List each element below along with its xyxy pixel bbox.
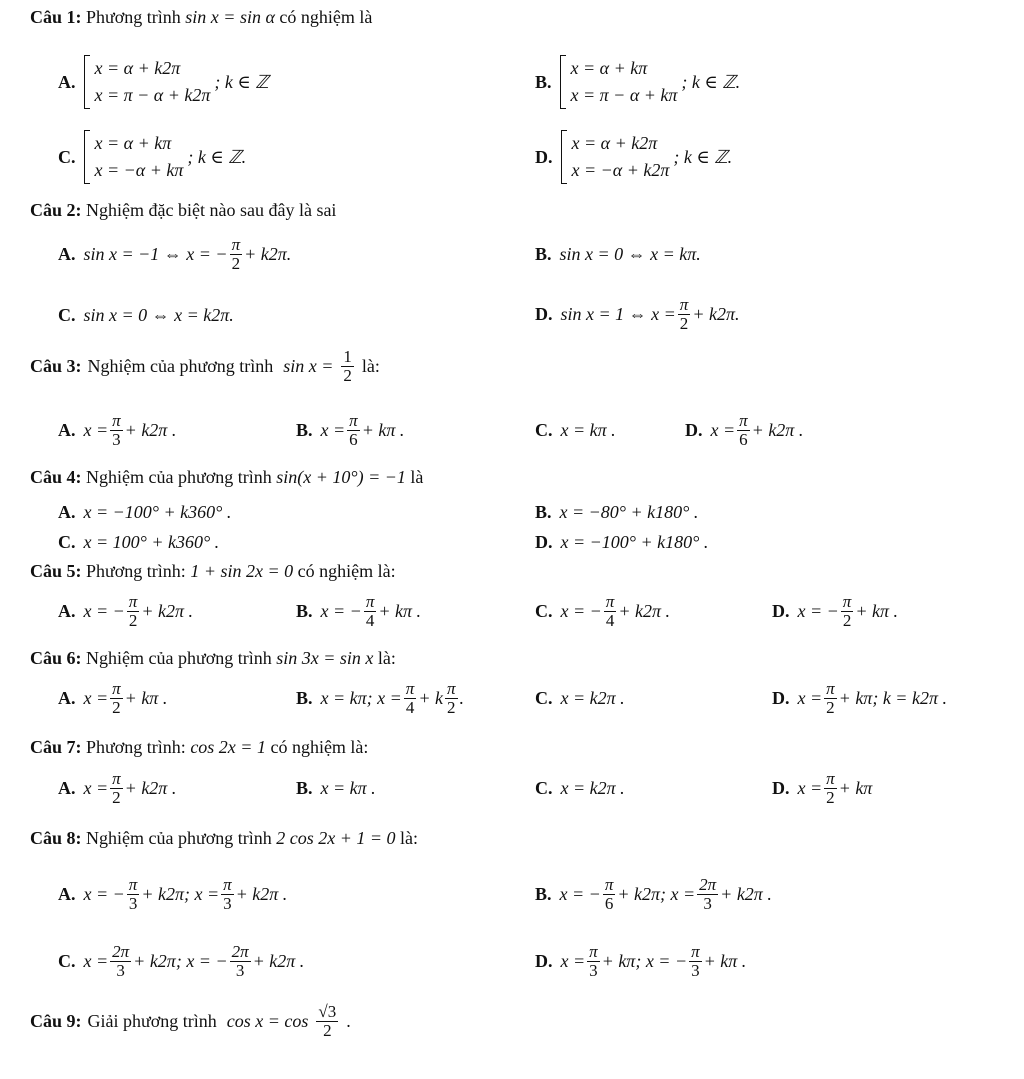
system-line: x = α + kπ (570, 58, 648, 78)
q7-option-b[interactable] (296, 778, 376, 799)
option-text: x = (710, 419, 736, 440)
option-label: D. (772, 777, 790, 798)
question-tail: là: (377, 648, 396, 668)
fraction-numerator: π (112, 679, 121, 698)
fraction-numerator: π (446, 679, 456, 698)
option-text: + kπ; x = − (601, 950, 688, 971)
q7-option-c[interactable] (535, 778, 625, 799)
option-text: + kπ (838, 777, 873, 798)
q8-option-b[interactable] (535, 876, 772, 913)
option-text: x = − (559, 883, 601, 904)
fraction (824, 770, 837, 807)
q2-option-a[interactable] (58, 236, 291, 273)
option-text: x = − (797, 600, 839, 621)
equation-system (560, 55, 678, 109)
fraction-denominator: 3 (128, 893, 138, 913)
option-text: + kπ . (124, 687, 168, 708)
fraction-denominator: 2 (323, 1020, 332, 1040)
fraction-numerator: π (405, 679, 415, 698)
fraction-numerator: √3 (318, 1002, 337, 1021)
option-text: + k2π . (124, 419, 177, 440)
system-line: x = −α + kπ (94, 160, 184, 180)
fraction (221, 876, 234, 913)
fraction (697, 876, 718, 913)
equation-system (84, 130, 184, 184)
option-text: x = −100° + k180° . (560, 532, 709, 552)
equation-system (561, 130, 670, 184)
question-5 (30, 561, 396, 582)
option-text: + kπ; k = k2π . (838, 687, 947, 708)
option-label: A. (58, 502, 76, 522)
fraction-denominator: 2 (826, 787, 835, 807)
fraction-denominator: 3 (116, 960, 125, 980)
fraction-denominator: 4 (405, 697, 415, 717)
option-text: x = kπ . (560, 420, 616, 440)
fraction (110, 680, 123, 717)
option-text: x = (83, 687, 109, 708)
option-label: B. (296, 600, 313, 621)
q6-option-b[interactable] (296, 680, 464, 717)
q6-option-d[interactable] (772, 680, 947, 717)
question-label: Câu 4: (30, 467, 82, 487)
fraction-numerator: π (691, 942, 700, 961)
fraction (824, 680, 837, 717)
option-text: x = (83, 950, 109, 971)
option-label: C. (58, 950, 76, 971)
fraction (587, 943, 600, 980)
question-7 (30, 737, 368, 758)
option-label: D. (535, 303, 553, 324)
q8-option-d[interactable] (535, 943, 746, 980)
option-text: x = (797, 687, 823, 708)
fraction-denominator: 4 (365, 610, 375, 630)
option-label: C. (58, 305, 76, 325)
fraction-denominator: 6 (349, 429, 358, 449)
option-label: A. (58, 419, 76, 440)
question-6 (30, 648, 396, 669)
option-text: + kπ . (378, 600, 421, 621)
q7-option-d[interactable] (772, 770, 872, 807)
fraction-numerator: π (739, 411, 748, 430)
fraction (316, 1003, 338, 1040)
q2-option-b[interactable] (535, 244, 701, 265)
option-text: x = − (83, 883, 125, 904)
question-tail: là (410, 467, 424, 487)
fraction (364, 593, 377, 630)
question-2 (30, 200, 336, 221)
option-text: x = − (83, 600, 125, 621)
q7-option-a[interactable] (58, 770, 176, 807)
option-label: C. (58, 146, 76, 167)
option-label: C. (535, 688, 553, 708)
question-expr: cos 2x = 1 (190, 737, 266, 757)
q3-option-d[interactable] (685, 412, 803, 449)
option-text: . (459, 687, 464, 708)
fraction-numerator: π (231, 235, 241, 254)
q1-option-c[interactable] (58, 130, 246, 184)
question-4 (30, 467, 423, 488)
fraction-numerator: 2π (112, 942, 130, 961)
option-text: x = − (320, 600, 362, 621)
fraction (737, 412, 750, 449)
option-text: + k (418, 687, 443, 708)
option-label: B. (296, 687, 313, 708)
q6-option-c[interactable] (535, 688, 625, 709)
option-text: + k2π; x = (141, 883, 220, 904)
option-text: + k2π . (252, 950, 305, 971)
fraction-numerator: π (223, 875, 232, 894)
fraction-numerator: π (605, 592, 615, 611)
question-text: Phương trình (86, 7, 181, 27)
question-expr: cos x = cos (226, 1010, 309, 1031)
question-tail: . (346, 1010, 351, 1031)
fraction-numerator: π (826, 679, 835, 698)
question-label: Câu 8: (30, 828, 82, 848)
fraction-denominator: 3 (589, 960, 598, 980)
option-text: + k2π. (692, 303, 740, 324)
option-text: sin x = 0 ⇔ x = kπ. (559, 244, 701, 264)
option-text: + kπ . (855, 600, 898, 621)
fraction (445, 680, 458, 717)
option-text: sin x = 0 ⇔ x = k2π. (83, 305, 234, 325)
fraction (347, 412, 360, 449)
question-label: Câu 1: (30, 7, 82, 27)
fraction-numerator: 2π (231, 942, 249, 961)
option-text: x = − (560, 600, 602, 621)
question-text: Nghiệm của phương trình (87, 355, 274, 376)
q5-option-a[interactable] (58, 593, 193, 630)
question-text: Nghiệm của phương trình (86, 467, 272, 487)
option-text: + k2π . (751, 419, 804, 440)
fraction-numerator: π (349, 411, 358, 430)
q2-option-d[interactable] (535, 296, 739, 333)
question-tail: là: (361, 355, 380, 376)
fraction (110, 412, 123, 449)
option-label: D. (535, 950, 553, 971)
option-text: + kπ . (361, 419, 405, 440)
option-label: A. (58, 600, 76, 621)
fraction-denominator: 6 (739, 429, 748, 449)
option-text: + kπ . (703, 950, 747, 971)
question-expr: sin x = sin α (185, 7, 275, 27)
q4-option-c[interactable] (58, 532, 219, 553)
fraction (404, 680, 417, 717)
option-suffix: ; k ∈ ℤ. (187, 146, 247, 167)
system-line: x = α + k2π (94, 58, 181, 78)
fraction (127, 593, 140, 630)
question-expr: sin x = (283, 355, 334, 376)
fraction-denominator: 2 (679, 313, 689, 333)
fraction-denominator: 4 (605, 610, 615, 630)
option-text: x = k2π . (560, 778, 625, 798)
question-expr: sin(x + 10°) = −1 (276, 467, 406, 487)
question-label: Câu 5: (30, 561, 82, 581)
question-1 (30, 7, 372, 28)
option-label: D. (535, 146, 553, 167)
q1-option-a[interactable] (58, 55, 269, 109)
question-9 (30, 1003, 351, 1040)
question-text: Giải phương trình (87, 1010, 217, 1031)
option-label: B. (535, 71, 552, 92)
fraction (604, 593, 617, 630)
fraction-numerator: π (365, 592, 375, 611)
q3-option-c[interactable] (535, 420, 616, 441)
option-text: x = −80° + k180° . (559, 502, 699, 522)
fraction-denominator: 2 (842, 610, 852, 630)
fraction-denominator: 2 (128, 610, 138, 630)
question-label: Câu 7: (30, 737, 82, 757)
question-3 (30, 348, 380, 385)
fraction-numerator: π (589, 942, 598, 961)
q4-option-a[interactable] (58, 502, 231, 523)
option-suffix: ; k ∈ ℤ. (681, 71, 741, 92)
question-text: Nghiệm đặc biệt nào sau đây là sai (86, 200, 337, 220)
option-text: + k2π . (235, 883, 288, 904)
fraction-numerator: π (679, 295, 689, 314)
option-label: C. (535, 778, 553, 798)
option-text: x = (83, 777, 109, 798)
fraction-denominator: 2 (446, 697, 456, 717)
fraction-numerator: π (128, 592, 138, 611)
option-label: C. (535, 600, 553, 621)
fraction (110, 943, 131, 980)
option-text: + k2π. (244, 243, 292, 264)
fraction-numerator: π (604, 875, 614, 894)
system-line: x = −α + k2π (571, 160, 670, 180)
system-line: x = π − α + k2π (94, 85, 211, 105)
option-text: + k2π . (124, 777, 177, 798)
fraction (230, 236, 243, 273)
option-label: C. (58, 532, 76, 552)
option-label: A. (58, 687, 76, 708)
equation-system (84, 55, 211, 109)
q4-option-d[interactable] (535, 532, 708, 553)
question-tail: có nghiệm là: (270, 737, 369, 757)
fraction-denominator: 2 (343, 365, 352, 385)
fraction-numerator: π (128, 875, 138, 894)
fraction-denominator: 6 (604, 893, 614, 913)
fraction-denominator: 3 (235, 960, 245, 980)
fraction (678, 296, 691, 333)
question-label: Câu 6: (30, 648, 82, 668)
option-label: B. (296, 419, 313, 440)
option-label: A. (58, 71, 76, 92)
question-expr: 1 + sin 2x = 0 (190, 561, 294, 581)
option-text: + k2π . (618, 600, 670, 621)
fraction-denominator: 2 (826, 697, 835, 717)
question-label: Câu 9: (30, 1010, 82, 1031)
question-text: Phương trình: (86, 561, 186, 581)
option-text: x = kπ; x = (320, 687, 402, 708)
option-text: + k2π . (720, 883, 772, 904)
fraction (341, 348, 354, 385)
option-label: A. (58, 777, 76, 798)
fraction (127, 876, 140, 913)
option-text: x = −100° + k360° . (83, 502, 232, 522)
fraction-denominator: 3 (112, 429, 121, 449)
option-label: A. (58, 883, 76, 904)
fraction-denominator: 3 (691, 960, 700, 980)
option-text: x = (560, 950, 586, 971)
question-label: Câu 3: (30, 355, 82, 376)
q5-option-c[interactable] (535, 593, 670, 630)
option-suffix: ; k ∈ ℤ (214, 71, 269, 92)
question-text: Nghiệm của phương trình (86, 828, 272, 848)
question-tail: có nghiệm là: (297, 561, 396, 581)
option-text: + k2π; x = (617, 883, 696, 904)
q3-option-a[interactable] (58, 412, 176, 449)
fraction-denominator: 2 (112, 697, 121, 717)
fraction-numerator: π (112, 411, 121, 430)
q1-option-b[interactable] (535, 55, 740, 109)
option-label: C. (535, 420, 553, 440)
question-text: Phương trình: (86, 737, 186, 757)
q5-option-b[interactable] (296, 593, 421, 630)
option-label: B. (535, 502, 552, 522)
system-line: x = π − α + kπ (570, 85, 678, 105)
option-label: D. (772, 687, 790, 708)
question-tail: có nghiệm là (279, 7, 373, 27)
question-label: Câu 2: (30, 200, 82, 220)
option-label: B. (296, 778, 313, 798)
q6-option-a[interactable] (58, 680, 167, 717)
fraction (689, 943, 702, 980)
option-label: D. (772, 600, 790, 621)
question-tail: là: (400, 828, 419, 848)
fraction-numerator: π (826, 769, 835, 788)
option-label: B. (535, 244, 552, 264)
option-text: sin x = 1 ⇔ x = (560, 303, 676, 324)
option-text: + k2π . (141, 600, 193, 621)
q4-option-b[interactable] (535, 502, 698, 523)
q8-option-a[interactable] (58, 876, 287, 913)
fraction-denominator: 3 (703, 893, 712, 913)
question-expr: 2 cos 2x + 1 = 0 (276, 828, 396, 848)
q5-option-d[interactable] (772, 593, 898, 630)
q8-option-c[interactable] (58, 943, 304, 980)
option-text: x = 100° + k360° . (83, 532, 220, 552)
option-label: D. (685, 419, 703, 440)
question-expr: sin 3x = sin x (276, 648, 374, 668)
fraction-numerator: 1 (343, 347, 352, 366)
option-label: A. (58, 243, 76, 264)
option-label: D. (535, 532, 553, 552)
option-text: x = (797, 777, 823, 798)
fraction-numerator: π (842, 592, 852, 611)
option-suffix: ; k ∈ ℤ. (673, 146, 733, 167)
q2-option-c[interactable] (58, 305, 234, 326)
option-label: B. (535, 883, 552, 904)
fraction-numerator: 2π (699, 875, 717, 894)
option-text: x = (320, 419, 346, 440)
fraction (841, 593, 854, 630)
system-line: x = α + k2π (571, 133, 658, 153)
option-text: x = kπ . (320, 778, 376, 798)
question-text: Nghiệm của phương trình (86, 648, 272, 668)
fraction-denominator: 3 (223, 893, 232, 913)
q1-option-d[interactable] (535, 130, 732, 184)
fraction (110, 770, 123, 807)
fraction-denominator: 2 (112, 787, 121, 807)
fraction (603, 876, 616, 913)
question-8 (30, 828, 418, 849)
fraction (230, 943, 251, 980)
q3-option-b[interactable] (296, 412, 404, 449)
option-text: + k2π; x = − (133, 950, 228, 971)
system-line: x = α + kπ (94, 133, 172, 153)
fraction-numerator: π (112, 769, 121, 788)
fraction-denominator: 2 (231, 253, 241, 273)
option-text: x = k2π . (560, 688, 625, 708)
option-text: sin x = −1 ⇔ x = − (83, 243, 228, 264)
option-text: x = (83, 419, 109, 440)
